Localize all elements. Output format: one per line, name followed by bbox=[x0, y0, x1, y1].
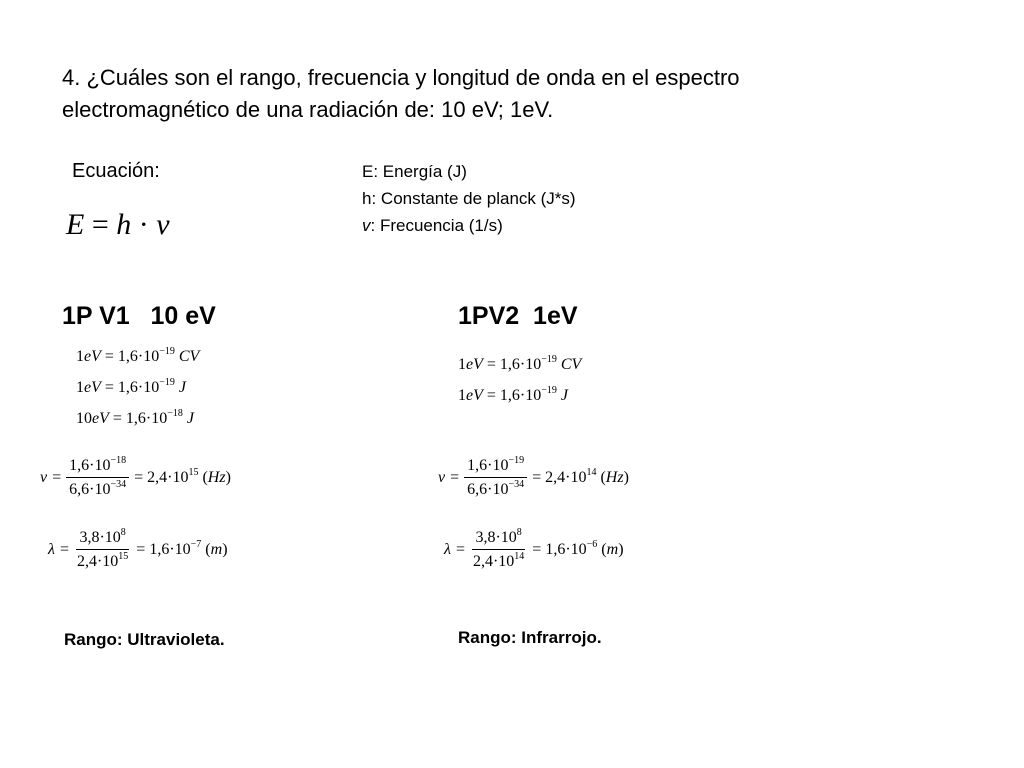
right-range-result: Rango: Infrarrojo. bbox=[458, 628, 602, 647]
main-equation: E = h · ν bbox=[66, 208, 170, 241]
left-conversion-3: $10eV = 1,6\cdot 10^{-18}$ J bbox=[76, 408, 194, 427]
definition-planck: h: Constante de planck (J*s) bbox=[362, 189, 576, 208]
equation-energy-symbol: E bbox=[66, 208, 85, 241]
left-wavelength-equation: λ = $\frac{3,8\cdot 10^8}{2,4\cdot 10^{15}}$ = $1,6\cdot 10^{-7}$ (m) bbox=[48, 527, 228, 570]
left-range-result: Rango: Ultravioleta. bbox=[64, 630, 225, 649]
right-frequency-equation: ν = $\frac{1,6\cdot 10^{-19}}{6,6\cdot 10^{-34}}$ = $2,4\cdot 10^{14}$ (Hz) bbox=[438, 455, 629, 498]
question-line-2: electromagnético de una radiación de: 10 eV; 1eV. bbox=[62, 97, 554, 122]
left-conversion-1: $1eV = 1,6\cdot 10^{-19}$ CV bbox=[76, 346, 200, 365]
equation-planck-symbol: h bbox=[116, 208, 132, 241]
left-frequency-equation: ν = $\frac{1,6\cdot 10^{-18}}{6,6\cdot 10^{-34}}$ = $2,4\cdot 10^{15}$ (Hz) bbox=[40, 455, 231, 498]
definition-frequency: v: Frecuencia (1/s) bbox=[362, 216, 503, 235]
right-conversion-1: $1eV = 1,6\cdot 10^{-19}$ CV bbox=[458, 354, 582, 373]
equation-label: Ecuación: bbox=[72, 160, 160, 182]
question-text bbox=[62, 62, 962, 126]
right-heading: 1PV2 1eV bbox=[458, 302, 578, 330]
definition-energy: E: Energía (J) bbox=[362, 162, 467, 181]
right-conversion-2: $1eV = 1,6\cdot 10^{-19}$ J bbox=[458, 385, 568, 404]
question-line-1: 4. ¿Cuáles son el rango, frecuencia y longitud de onda en el espectro bbox=[62, 65, 740, 90]
equation-frequency-symbol: ν bbox=[156, 208, 170, 241]
left-heading: 1P V1 10 eV bbox=[62, 302, 216, 330]
right-wavelength-equation: λ = $\frac{3,8\cdot 10^8}{2,4\cdot 10^{14}}$ = $1,6\cdot 10^{-6}$ (m) bbox=[444, 527, 624, 570]
definitions bbox=[362, 158, 576, 239]
left-conversion-2: $1eV = 1,6\cdot 10^{-19}$ J bbox=[76, 377, 186, 396]
